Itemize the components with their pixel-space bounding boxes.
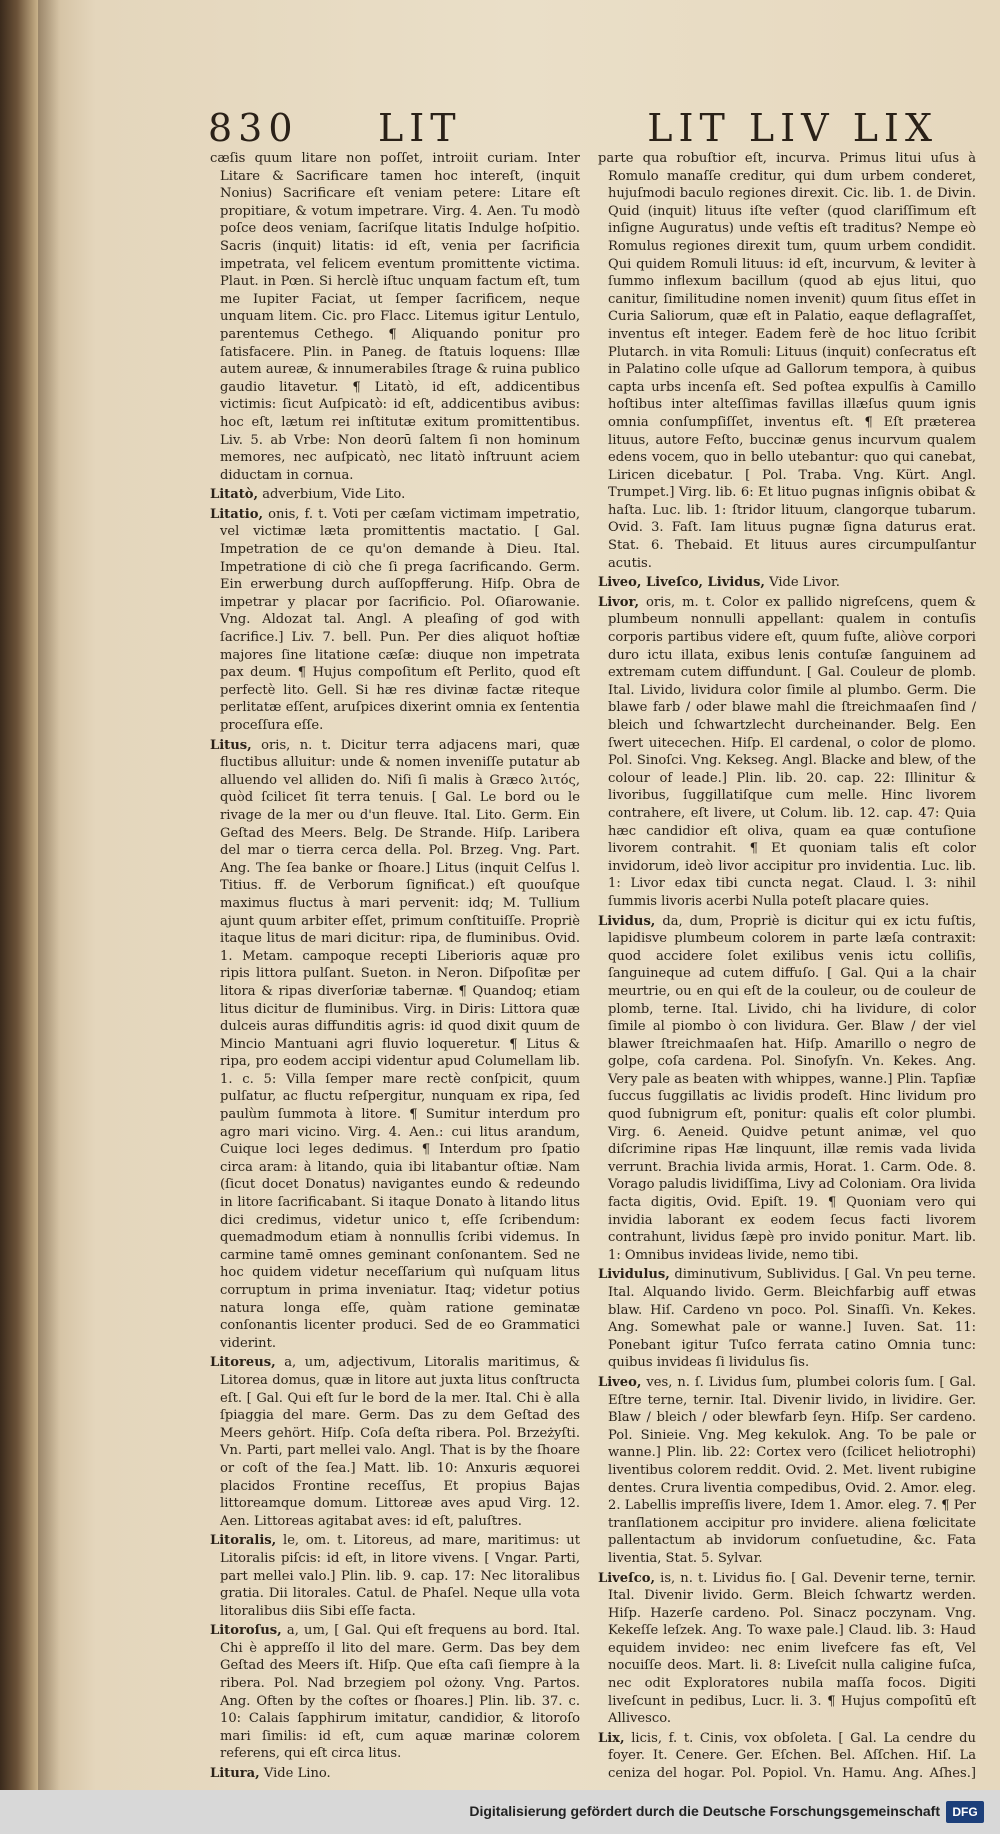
entry-headword: Liveo, <box>598 1374 642 1390</box>
entry-text: a, um, [ Gal. Qui eſt frequens au bord. Ital. Chi è appreſſo il lito del mare. Germ. Das bey dem Geſtad des Meers iſt. Hiſp. Que eſta caſi ſiempre à la ribera. Pol. Nad brzegiem pol ożony. Vng. Partos. Ang. Often by the coſtes or ſhoares.] Plin. lib. 37. c. 10: Calais ſapphirum imitatur, candidior, & litoroſo mari ſimilis: id eſt, cum aquæ marinæ colorem referens, qui eſt circa litus. <box>220 1623 580 1762</box>
dictionary-entry <box>210 506 580 735</box>
page-number: 830 <box>208 106 299 150</box>
entry-headword: Litoralis, <box>210 1533 277 1549</box>
running-head-left: LIT <box>378 106 462 150</box>
dictionary-entry <box>598 1266 976 1372</box>
dictionary-entry <box>598 1570 976 1728</box>
entry-text: parte qua robuſtior eſt, incurva. Primus litui uſus à Romulo manaſſe creditur, qui dum urbem conderet, hujuſmodi baculo regiones direxit. Cic. lib. 1. de Divin. Quid (inquit) lituus iſte veſter (quod clariſſimum eſt inſigne Auguratus) unde veſtis eſt traditus? Nempe eò Romulus regiones direxit tum, quum urbem condidit. Qui quidem Romuli lituus: id eſt, incurvum, & leviter à ſummo inflexum bacillum (quod ab ejus litui, quo canitur, ſimilitudine nomen invenit) quum ſitus eſſet in Curia Saliorum, quæ eſt in Palatio, eaque deflagraſſet, inventus eſt integer. Eadem ferè de hoc lituo ſcribit Plutarch. in vita Romuli: Lituus (inquit) conſecratus eſt in Palatino colle uſque ad Gallorum tempora, à quibus capta urbs incenſa eſt. Sed poſtea expulſis à Camillo hoſtibus inter alteſſimas favillas illæſus quum ignis omnia conſumpſiſſet, inventus eſt. ¶ Eſt præterea lituus, autore Feſto, buccinæ genus incurvum qualem edens vocem, quo in bello utebantur: quo qui canebat, Liricen dicebatur. [ Pol. Traba. Vng. Kürt. Angl. Trumpet.] Virg. lib. 6: Et lituo pugnas inſignis obibat & haſta. Luc. lib. 1: ſtridor lituum, clangorque tubarum. Ovid. 3. Faſt. Iam lituus pugnæ ſigna daturus erat. Stat. 6. Thebaid. Et lituus aures circumpulſantur acutis. <box>598 151 976 571</box>
dictionary-entry <box>598 150 976 572</box>
dictionary-page <box>38 0 1000 1790</box>
running-head-right: LIT LIV LIX <box>647 106 938 150</box>
dictionary-entry <box>598 574 976 592</box>
dictionary-entry <box>210 737 580 1353</box>
footer-credit-text: Digitalisierung gefördert durch die Deutsche Forschungsgemeinschaft <box>469 1803 940 1819</box>
entry-text: a, um, adjectivum, Litoralis maritimus, & Litorea domus, quæ in litore aut juxta litus conſtructa eſt. [ Gal. Qui eſt ſur le bord de la mer. Ital. Chi è alla ſpiaggia del mare. Germ. Das zu dem Geſtad des Meers gehört. Hiſp. Coſa deſta ribera. Pol. Brzeżyſti. Vn. Parti, part mellei valo. Angl. That is by the ſhoare or coſt of the ſea.] Matt. lib. 10: Anxuris æquorei placidos Frontine receſſus, Et propius Bajas littoreamque domum. Littoreæ aves apud Virg. 12. Aen. Littoreas agitabat aves: id eſt, paluſtres. <box>220 1355 580 1529</box>
entry-text: oris, n. t. Dicitur terra adjacens mari, quæ fluctibus alluitur: unde & nomen inveniſſe putatur ab alluendo vel alliden do. Niſi ſi malis à Græco λιτός, quòd ſcilicet ſit terra tenuis. [ Gal. Le bord ou le rivage de la mer ou d'un fleuve. Ital. Lito. Germ. Ein Geſtad des Meers. Belg. De Strande. Hiſp. Laribera del mar o tierra cerca della. Pol. Brzeg. Vng. Part. Ang. The ſea banke or ſhoare.] Litus (inquit Celſus l. Titius. ff. de Verborum ſignificat.) eſt quouſque maximus fluctus à mari pervenit: idq; M. Tullium ajunt quum arbiter eſſet, primum conſtituiſſe. Propriè itaque litus de mari dicitur: ripa, de fluminibus. Ovid. 1. Metam. campoque recepti Liberioris aquæ pro ripis littora pulſant. Sueton. in Neron. Diſpoſitæ per litora & ripas diverſoriæ tabernæ. ¶ Quandoq; etiam litus dicitur de fluminibus. Virg. in Diris: Littora quæ dulceis auras diffunditis agris: id quod dixit quum de Mincio Mantuani agri fluvio loqueretur. ¶ Litus & ripa, pro eodem accipi videntur apud Columellam lib. 1. c. 5: Villa ſemper mare rectè conſpicit, quum pulſatur, ac fluctu reſpergitur, nunquam ex ripa, ſed paulùm ſummota à litore. ¶ Sumitur interdum pro agro mari vicino. Virg. 4. Aen.: cui litus arandum, Cuique loci leges dedimus. ¶ Interdum pro ſpatio circa aram: à litando, quia ibi litabantur oſtiæ. Nam (ſicut docet Donatus) navigantes eundo & redeundo in litore ſacrificabant. Si itaque Donato à litando litus dici credimus, videtur unico t, eſſe ſcribendum: quemadmodum etiam à nonnullis ſcribi videmus. In carmine tamē omnes geminant conſonantem. Sed ne hoc quidem videtur neceſſarium quì nuſquam litus corruptum in prima inveniatur. Itaq; videtur potius natura longa eſſe, quàm ratione geminatæ conſonantis licenter produci. Sed de eo Grammatici viderint. <box>220 737 580 1351</box>
dictionary-entry <box>210 150 580 484</box>
entry-text: le, om. t. Litoreus, ad mare, maritimus: ut Litoralis piſcis: id eſt, in litore vivens. [ Vngar. Parti, part mellei valo.] Plin. lib. 9. cap. 17: Nec litoralibus gratia. Dii litorales. Catul. de Phaſel. Neque ulla vota litoralibus diis Sibi eſſe facta. <box>220 1533 580 1619</box>
digitization-footer <box>0 1790 1000 1834</box>
entry-text: adverbium, Vide Lito. <box>262 487 406 503</box>
dictionary-entry <box>598 594 976 911</box>
left-column <box>210 150 580 1780</box>
entry-text: licis, f. t. Cinis, vox obſoleta. [ Gal. La cendre du foyer. It. Cenere. Ger. Eſchen. Bel. Aſſchen. Hiſ. La ceniza del hogar. Pol. Popiol. Vn. Hamu. Ang. Aſhes.] <box>608 1730 976 1780</box>
entry-text: Vide Lino. <box>263 1766 331 1780</box>
dictionary-entry <box>210 1532 580 1620</box>
dictionary-entry <box>210 1354 580 1530</box>
dictionary-entry <box>598 1730 976 1780</box>
entry-text: is, n. t. Lividus fio. [ Gal. Devenir terne, ternir. Ital. Divenir livido. Germ. Bleich ſchwartz werden. Hiſp. Hazerſe cardeno. Pol. Sinacz poczynam. Vng. Kekeſſe leſzek. Ang. To waxe pale.] Claud. lib. 3: Haud equidem invideo: nec enim livefcere fas eſt, Vel nocuiſſe deos. Mart. li. 8: Liveſcit nulla caligine fuſca, nec odit Exploratores nubila maſſa focos. Digiti liveſcunt in pedibus, Lucr. li. 3. ¶ Hujus compoſitū eſt Allivesco. <box>608 1570 976 1727</box>
entry-text: ves, n. ſ. Lividus ſum, plumbei coloris ſum. [ Gal. Eſtre terne, ternir. Ital. Divenir livido, in lividire. Ger. Blaw / bleich / oder blewfarb ſeyn. Hiſp. Ser cardeno. Pol. Sinieie. Vng. Meg kekulok. Ang. To be pale or wanne.] Plin. lib. 22: Cortex vero (ſcilicet heliotrophi) liventibus colorem reddit. Ovid. 2. Met. livent rubigine dentes. Crura liventia compedibus, Ovid. 2. Amor. eleg. 2. Labellis impreſſis livere, Idem 1. Amor. eleg. 7. ¶ Per tranſlationem accipitur pro invidere. aliena fœlicitate pallentactum ab invidorum conſuetudine, &c. Fata liventia, Stat. 5. Sylvar. <box>608 1374 976 1566</box>
entry-headword: Livor, <box>598 594 640 610</box>
entry-text: diminutivum, Sublividus. [ Gal. Vn peu terne. Ital. Alquando livido. Germ. Bleichfarbig auff etwas blaw. Hiſ. Cardeno vn poco. Pol. Sinaſſi. Vn. Kekes. Ang. Somewhat pale or wanne.] Iuven. Sat. 11: Ponebant igitur Tuſco ferrata catino Omnia tunc: quibus invideas ſi lividulus ſis. <box>608 1267 976 1371</box>
entry-headword: Liveo, Liveſco, Lividus, <box>598 575 765 591</box>
page-header <box>208 105 938 151</box>
book-gutter <box>0 0 38 1834</box>
entry-text: onis, f. t. Voti per cæſam victimam impetratio, vel victimæ læta promittentis mactatio. [ Gal. Impetration de ce qu'on demande à Dieu. Ital. Impetratione di ciò che ſi prega ſacrificando. Germ. Ein erwerbung durch auſſopfferung. Hiſp. Obra de impetrar y placar por ſacrificio. Pol. Oſiarowanie. Vng. Aldozat tal. Angl. A pleaſing of god with ſacrifice.] Liv. 7. bell. Pun. Per dies aliquot hoſtiæ majores ſine litatione cæſæ: diuque non impetrata pax deum. ¶ Hujus compoſitum eſt Perlito, quod eſt perfectè lito. Gell. Si hæ res divinæ factæ riteque perlitatæ eſſent, aruſpices dixerint omnia ex ſententia proceſſura eſſe. <box>220 506 580 733</box>
entry-headword: Litura, <box>210 1766 260 1780</box>
entry-text: oris, m. t. Color ex pallido nigreſcens, quem & plumbeum nonnulli appellant: qualem in contuſis corporis partibus videre eſt, quum fuſte, aliòve corpori duro ictu illata, exibus lenis contuſæ ſanguinem ad extremam cutem diffundunt. [ Gal. Couleur de plomb. Ital. Livido, lividura color ſimile al plumbo. Germ. Die blawe farb / oder blawe mahl die ſtreichmaaſen ſind / bleich und ſchwartzlecht durcheinander. Belg. Een ſwert uitecechen. Hiſp. El cardenal, o color de plomo. Pol. Sinoſci. Vng. Kekseg. Angl. Blacke and blew, of the colour of leade.] Plin. lib. 20. cap. 22: Illinitur & livoribus, ſuggillatiſque cum melle. Hinc livorem contrahere, eſt livere, ut Colum. lib. 12. cap. 47: Quia hæc candidior eſt oliva, quam ea quæ contuſione livorem contrahit. ¶ Et quoniam talis eſt color invidorum, ideò livor accipitur pro invidentia. Luc. lib. 1: Livor edax tibi cuncta negat. Claud. l. 3: nihil ſummis livoris acerbi Nulla poteſt placare quies. <box>608 594 976 909</box>
dictionary-entry <box>210 1622 580 1763</box>
dictionary-entry <box>598 1374 976 1568</box>
page-fold-shadow <box>38 0 60 1790</box>
entry-headword: Litatò, <box>210 487 259 503</box>
entry-headword: Litoreus, <box>210 1355 276 1371</box>
entry-text: da, dum, Propriè is dicitur qui ex ictu fuſtis, lapidisve plumbeum colorem in parte læſa contraxit: quod accidere ſolet exilibus venis ictu colliſis, ſanguineque ad cutem diffuſo. [ Gal. Qui a la chair meurtrie, ou en qui eſt de la couleur, ou de couleur de plomb, terne. Ital. Livido, chi ha lividure, di color ſimile al piombo ò con lividura. Ger. Blaw / der viel blawer ſtreichmaaſen hat. Hiſp. Amarillo o negro de golpe, coſa cardena. Pol. Sinoſyſn. Vn. Kekes. Ang. Very pale as beaten with whippes, wanne.] Plin. Tapſiæ ſuccus ſuggillatis ac lividis prodeſt. Hinc lividum pro quod ſubnigrum eſt, ponitur: qualis eſt color plumbi. Virg. 6. Aeneid. Quidve petunt animæ, vel quo diſcrimine ripas Hæ linquunt, illæ remis vada livida verrunt. Brachia livida armis, Horat. 1. Carm. Ode. 8. Vorago paludis lividiſſima, Livy ad Coloniam. Ora livida facta digitis, Ovid. Epiſt. 19. ¶ Quoniam vero qui invidia laborant ex eodem ſecus facti livorem contrahunt, lividus ſæpè pro invido ponitur. Mart. lib. 1: Omnibus invideas livide, nemo tibi. <box>608 913 976 1263</box>
entry-headword: Lividus, <box>598 913 656 929</box>
dfg-logo: DFG <box>946 1801 984 1823</box>
entry-headword: Litus, <box>210 737 252 753</box>
entry-headword: Litoroſus, <box>210 1623 282 1639</box>
entry-headword: Litatio, <box>210 506 264 522</box>
dictionary-entry <box>210 486 580 504</box>
dictionary-entry <box>598 913 976 1265</box>
dictionary-entry <box>210 1765 580 1780</box>
entry-text: cæſis quum litare non poſſet, introiit curiam. Inter Litare & Sacrificare tamen hoc intereſt, (inquit Nonius) Sacrificare eſt veniam petere: Litare eſt propitiare, & votum impetrare. Virg. 4. Aen. Tu modò poſce deos veniam, ſacriſque litatis Indulge hoſpitio. Sacris (inquit) litatis: id eſt, venia per ſacrificia impetrata, vel felicem eventum promittente victima. Plaut. in Pœn. Si herclè iſtuc unquam factum eſt, tum me Iupiter Faciat, ut ſemper ſacrificem, neque unquam litem. Cic. pro Flacc. Litemus igitur Lentulo, parentemus Cethego. ¶ Aliquando ponitur pro ſatisfacere. Plin. in Paneg. de ſtatuis loquens: Illæ autem aureæ, & innumerabiles ſtrage & ruina publico gaudio litavetur. ¶ Litatò, id eſt, addicentibus victimis: ſicut Auſpicatò: id eſt, addicentibus avibus: hoc eſt, lætum rei inſtitutæ exitum promittentibus. Liv. 5. ab Vrbe: Non deorū ſaltem ſi non hominum memores, nec auſpicatò, nec litatò inſtruunt aciem diductam in cornua. <box>210 151 580 483</box>
right-column <box>598 150 976 1780</box>
entry-headword: Lividulus, <box>598 1267 670 1283</box>
entry-text: Vide Livor. <box>769 575 840 591</box>
entry-headword: Lix, <box>598 1730 625 1746</box>
entry-headword: Liveſco, <box>598 1570 656 1586</box>
